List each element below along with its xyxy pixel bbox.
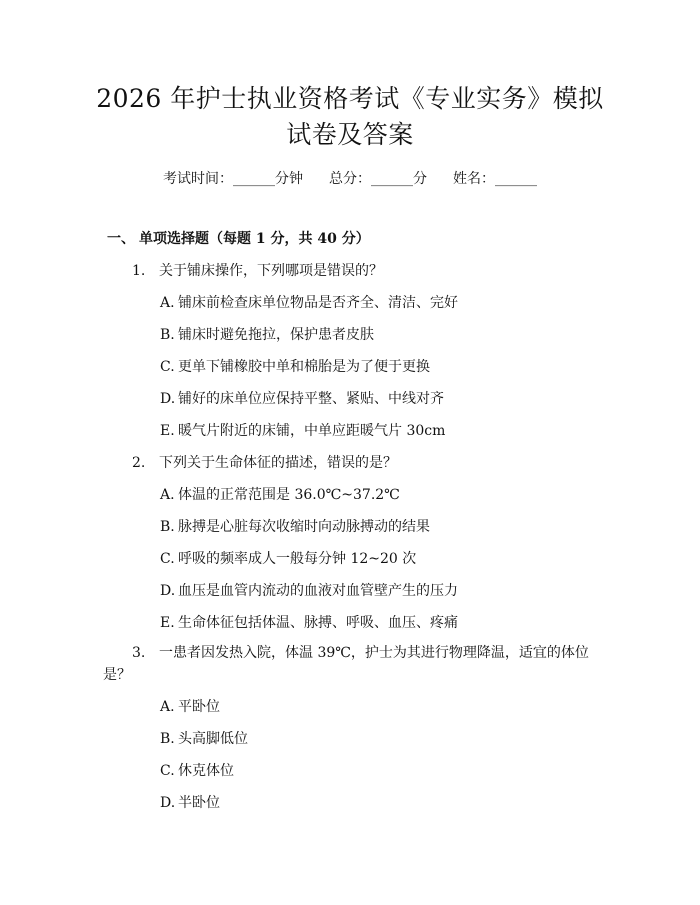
option-text: 体温的正常范围是 36.0℃~37.2℃ [178,487,400,503]
option-3b [160,729,248,749]
option-1d [160,389,444,409]
option-letter: C. [160,763,175,779]
section-number: 一、 [107,231,135,247]
question-2 [132,453,397,473]
page-title-line-2: 试卷及答案 [286,120,414,149]
option-text: 休克体位 [178,763,234,779]
option-letter: D. [160,583,176,599]
option-text: 平卧位 [178,699,220,715]
option-1a [160,293,458,313]
question-number: 1. [132,263,146,279]
option-text: 脉搏是心脏每次收缩时向动脉搏动的结果 [178,519,430,535]
total-score-field: 总分：______分 [329,171,427,187]
option-2d [160,581,458,601]
option-letter: A. [160,699,175,715]
question-text: 下列关于生命体征的描述，错误的是？ [159,455,397,471]
option-letter: B. [160,731,175,747]
option-text: 头高脚低位 [178,731,248,747]
section-title: 单项选择题（每题 1 分，共 40 分） [139,231,370,247]
section-heading [107,229,370,249]
question-text: 关于铺床操作，下列哪项是错误的？ [159,263,383,279]
option-3d [160,793,220,813]
exam-meta [0,169,700,189]
option-letter: A. [160,487,175,503]
option-text: 半卧位 [178,795,220,811]
option-letter: A. [160,295,175,311]
option-2a [160,485,400,505]
option-letter: D. [160,391,176,407]
option-letter: E. [160,423,175,439]
option-letter: B. [160,327,175,343]
option-text: 铺床时避免拖拉，保护患者皮肤 [178,327,374,343]
page-title-line-1: 2026 年护士执业资格考试《专业实务》模拟 [96,84,604,113]
option-text: 更单下铺橡胶中单和棉胎是为了便于更换 [178,359,430,375]
option-2e [160,613,458,633]
option-1e [160,421,445,441]
option-3a [160,697,220,717]
option-letter: B. [160,519,175,535]
question-number: 2. [132,455,146,471]
option-1b [160,325,374,345]
option-text: 血压是血管内流动的血液对血管壁产生的压力 [178,583,458,599]
option-1c [160,357,430,377]
question-1 [132,261,383,281]
question-text-line-1: 一患者因发热入院，体温 39℃，护士为其进行物理降温，适宜的体位 [159,645,589,661]
question-3 [132,643,602,663]
name-field: 姓名：______ [453,171,537,187]
option-text: 暖气片附近的床铺，中单应距暖气片 30cm [178,423,446,439]
option-text: 呼吸的频率成人一般每分钟 12~20 次 [178,551,417,567]
option-2c [160,549,416,569]
option-letter: C. [160,551,175,567]
exam-time-field: 考试时间：______分钟 [163,171,303,187]
option-2b [160,517,430,537]
option-letter: C. [160,359,175,375]
option-text: 生命体征包括体温、脉搏、呼吸、血压、疼痛 [178,615,458,631]
option-letter: D. [160,795,176,811]
option-text: 铺好的床单位应保持平整、紧贴、中线对齐 [178,391,444,407]
option-3c [160,761,234,781]
question-number: 3. [132,645,146,661]
option-text: 铺床前检查床单位物品是否齐全、清洁、完好 [178,295,458,311]
question-text-line-2: 是？ [103,667,131,683]
option-letter: E. [160,615,175,631]
